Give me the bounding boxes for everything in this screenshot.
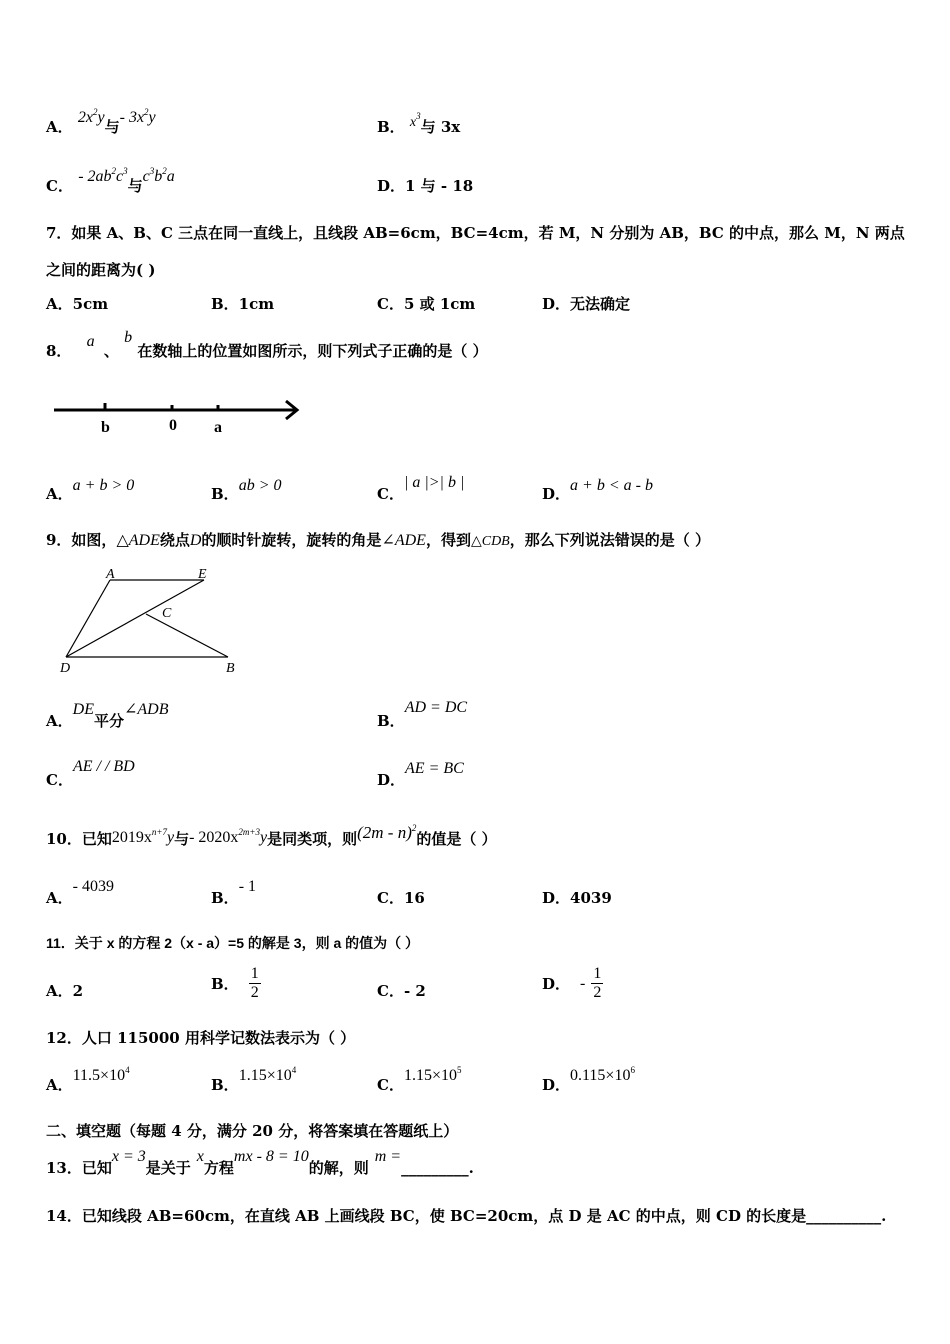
q10-option-c[interactable]: C．16 [377,889,425,907]
number-line-label-b: b [101,419,110,436]
q9-triangle-figure [56,562,246,680]
q10-option-b[interactable]: B．- 1 [211,878,257,907]
point-label-d: D [60,661,71,676]
q8-option-b[interactable]: B．ab > 0 [211,477,282,503]
q14-stem: 14．已知线段 AB=60cm，在直线 AB 上画线段 BC，使 BC=20cm，点 D 是 AC 的中点，则 CD 的长度是__________. [46,1207,887,1225]
q10-option-d[interactable]: D．4039 [542,889,612,907]
number-line-figure [50,396,310,438]
q8-option-c[interactable]: C．| a |>| b | [377,474,465,503]
segment-ad [66,580,110,657]
q6-c-lhs: - $2ab^2c^3$ [78,166,128,185]
q13-stem: 13．已知x = 3是关于x方程mx - 8 = 10的解，则m =_________. [46,1148,474,1177]
q7-option-c[interactable]: C．5 或 1cm [377,295,476,313]
q11-stem: 11．关于 x 的方程 2（x - a）=5 的解是 3，则 a 的值为（ ） [46,935,420,951]
q8-option-d[interactable]: D．a + b < a - b [542,477,653,503]
q9-option-d[interactable]: D．AE = BC [377,760,464,789]
q6-option-d[interactable]: D．1 与 - 18 [377,177,474,195]
fraction-one-half: $\frac{1}{2}$ [593,965,602,1001]
q7-option-d[interactable]: D．无法确定 [542,295,631,313]
section-title-fill-in: 二、填空题（每题 4 分，满分 20 分，将答案填在答题纸上） [46,1122,459,1140]
q6-option-b[interactable]: B． $x^3$与 3x [377,111,461,136]
q11-option-d[interactable]: D． - $\frac{1}{2}$ [542,965,602,1001]
q6-b-lhs: $x^3$ [409,111,421,130]
point-label-b: B [226,661,235,676]
number-line-label-0: 0 [169,417,177,434]
segment-de [66,580,204,657]
q8-option-a[interactable]: A．a + b > 0 [46,477,135,503]
fraction-one-half: $\frac{1}{2}$ [250,965,259,1001]
point-label-e: E [198,567,207,582]
q6-c-rhs: $c^3b^2a$ [142,166,175,185]
q7-stem-line1: 7．如果 A、B、C 三点在同一直线上，且线段 AB=6cm，BC=4cm，若 M，N 分别为 AB，BC 的中点，那么 M，N 两点 [46,224,905,242]
q6-option-c[interactable]: C． - $2ab^2c^3$与$c^3b^2a$ [46,166,175,195]
q12-option-c[interactable]: C．$1.15\times 10^5$ [377,1065,462,1094]
q11-option-b[interactable]: B． $\frac{1}{2}$ [211,965,259,1001]
q6-a-lhs: $2x^2y$ [77,107,105,126]
q11-option-a[interactable]: A．2 [46,982,84,1000]
q12-option-d[interactable]: D．$0.115\times 10^6$ [542,1065,635,1094]
q12-option-a[interactable]: A．$11.5\times 10^4$ [46,1065,130,1094]
number-line-label-a: a [214,419,222,436]
q11-option-c[interactable]: C．- 2 [377,982,426,1000]
point-label-a: A [106,567,115,582]
q6-option-a[interactable]: A． $2x^2y$与- $3x^2y$ [46,107,156,136]
q7-option-a[interactable]: A．5cm [46,295,109,313]
q13-answer-blank[interactable]: _________. [401,1159,474,1177]
q12-stem: 12．人口 115000 用科学记数法表示为（ ） [46,1029,356,1047]
q10-stem: 10．已知$2019x^{n+7}y$与- $2020x^{2m+3}y$是同类项，则(2m - n)$^2$的值是（ ） [46,823,497,848]
q7-stem-line2: 之间的距离为( ) [46,261,156,279]
q6-a-rhs: - $3x^2y$ [119,107,156,126]
q7-option-b[interactable]: B．1cm [211,295,275,313]
q9-option-c[interactable]: C．AE / / BD [46,758,135,789]
q9-option-b[interactable]: B．AD = DC [377,699,468,730]
q8-stem: 8． a 、 b 在数轴上的位置如图所示，则下列式子正确的是（ ） [46,329,488,360]
q12-option-b[interactable]: B．$1.15\times 10^4$ [211,1065,297,1094]
segment-cb [146,614,228,657]
q9-option-a[interactable]: A．DE平分∠ADB [46,701,169,730]
point-label-c: C [162,606,172,621]
q10-option-a[interactable]: A．- 4039 [46,878,114,907]
q9-stem: 9．如图，△ADE绕点D的顺时针旋转，旋转的角是∠ADE，得到△CDB，那么下列说法错误的是（ ） [46,531,710,549]
